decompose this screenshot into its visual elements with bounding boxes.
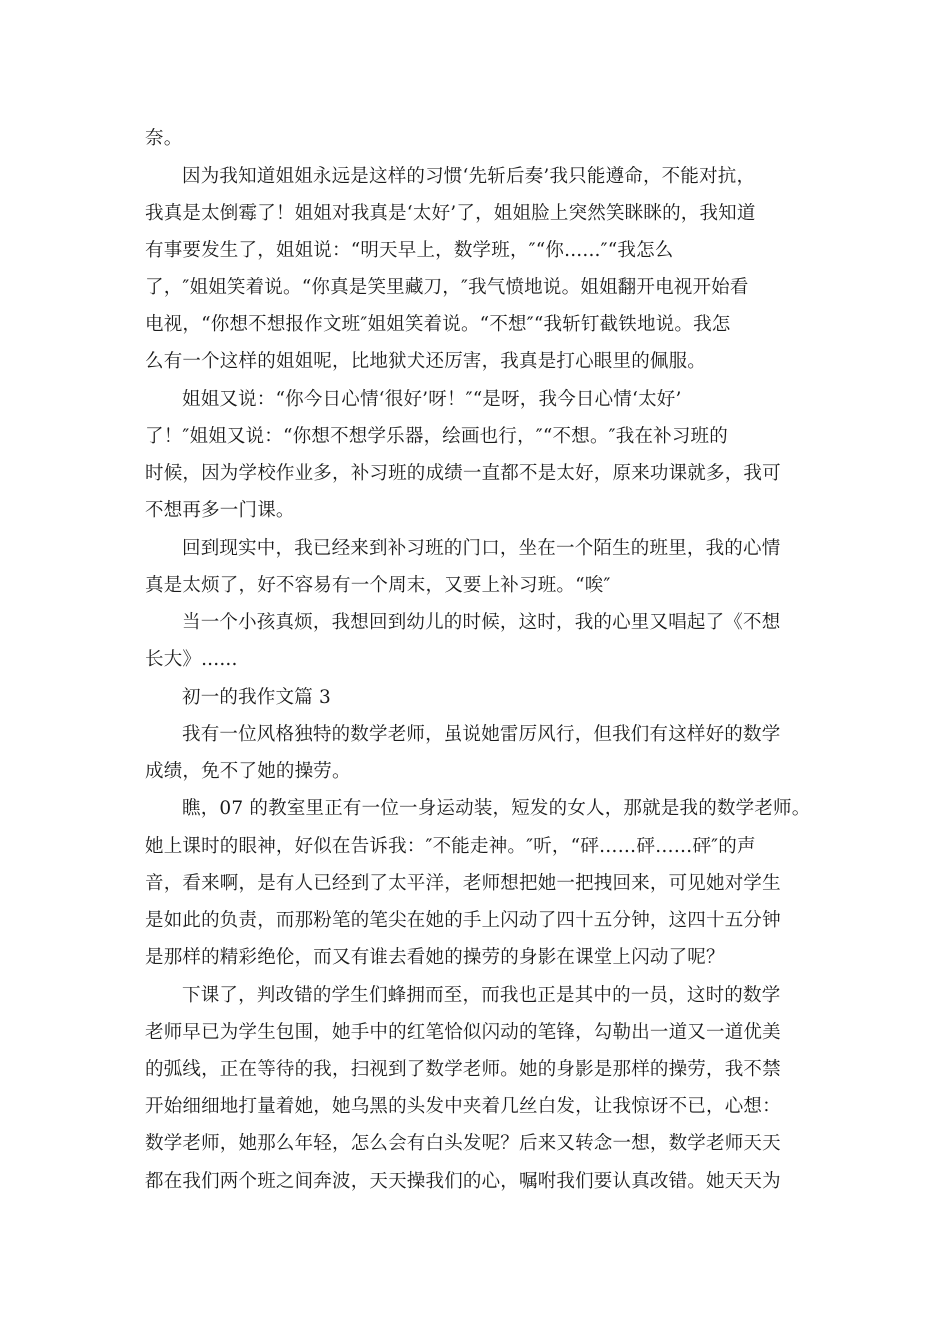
- text-line: 我真是太倒霉了！姐姐对我真是‘太好’了，姐姐脸上突然笑眯眯的，我知道: [145, 203, 756, 224]
- paragraph-start-line: 我有一位风格独特的数学老师，虽说她雷厉风行，但我们有这样好的数学: [182, 724, 781, 745]
- text-line: 她上课时的眼神，好似在告诉我：″不能走神。″听，“砰……砰……砰″的声: [145, 836, 756, 857]
- text-line: 么有一个这样的姐姐呢，比地狱犬还厉害，我真是打心眼里的佩服。: [145, 351, 707, 372]
- paragraph-start-line: 瞧，07 的教室里正有一位一身运动装，短发的女人，那就是我的数学老师。: [182, 798, 811, 819]
- text-line: 音，看来啊，是有人已经到了太平洋，老师想把她一把拽回来，可见她对学生: [145, 873, 781, 894]
- text-line: 时候，因为学校作业多，补习班的成绩一直都不是太好，原来功课就多，我可: [145, 463, 781, 484]
- paragraph-start-line: 回到现实中，我已经来到补习班的门口，坐在一个陌生的班里，我的心情: [182, 538, 781, 559]
- text-line: 的弧线，正在等待的我，扫视到了数学老师。她的身影是那样的操劳，我不禁: [145, 1059, 781, 1080]
- text-line: 成绩，免不了她的操劳。: [145, 761, 351, 782]
- section-heading: 初一的我作文篇 3: [182, 687, 331, 708]
- text-line: 开始细细地打量着她，她乌黑的头发中夹着几丝白发，让我惊讶不已，心想：: [145, 1096, 781, 1117]
- text-line: 了，″姐姐笑着说。“你真是笑里藏刀，″我气愤地说。姐姐翻开电视开始看: [145, 277, 749, 298]
- text-line: 不想再多一门课。: [145, 500, 295, 521]
- paragraph-start-line: 因为我知道姐姐永远是这样的习惯‘先斩后奏’我只能遵命，不能对抗，: [182, 166, 756, 187]
- text-line: 都在我们两个班之间奔波，天天操我们的心，嘱咐我们要认真改错。她天天为: [145, 1171, 781, 1192]
- text-line: 长大》......: [145, 649, 238, 670]
- paragraph-start-line: 下课了，判改错的学生们蜂拥而至，而我也正是其中的一员，这时的数学: [182, 985, 781, 1006]
- text-line: 老师早已为学生包围，她手中的红笔恰似闪动的笔锋，勾勒出一道又一道优美: [145, 1022, 781, 1043]
- text-line: 奈。: [145, 128, 183, 149]
- text-line: 是如此的负责，而那粉笔的笔尖在她的手上闪动了四十五分钟，这四十五分钟: [145, 910, 781, 931]
- text-line: 电视，“你想不想报作文班″姐姐笑着说。“不想″“我斩钉截铁地说。我怎: [145, 314, 731, 335]
- paragraph-start-line: 当一个小孩真烦，我想回到幼儿的时候，这时，我的心里又唱起了《不想: [182, 612, 781, 633]
- text-line: 真是太烦了，好不容易有一个周末，又要上补习班。“唉″: [145, 575, 611, 596]
- paragraph-start-line: 姐姐又说：“你今日心情‘很好’呀！″“是呀，我今日心情‘太好’: [182, 389, 682, 410]
- text-line: 了！″姐姐又说：“你想不想学乐器，绘画也行，″“不想。″我在补习班的: [145, 426, 728, 447]
- text-line: 是那样的精彩绝伦，而又有谁去看她的操劳的身影在课堂上闪动了呢？: [145, 947, 725, 968]
- text-line: 数学老师，她那么年轻，怎么会有白头发呢？后来又转念一想，数学老师天天: [145, 1133, 781, 1154]
- text-line: 有事要发生了，姐姐说：“明天早上，数学班，″“你......″“我怎么: [145, 240, 674, 261]
